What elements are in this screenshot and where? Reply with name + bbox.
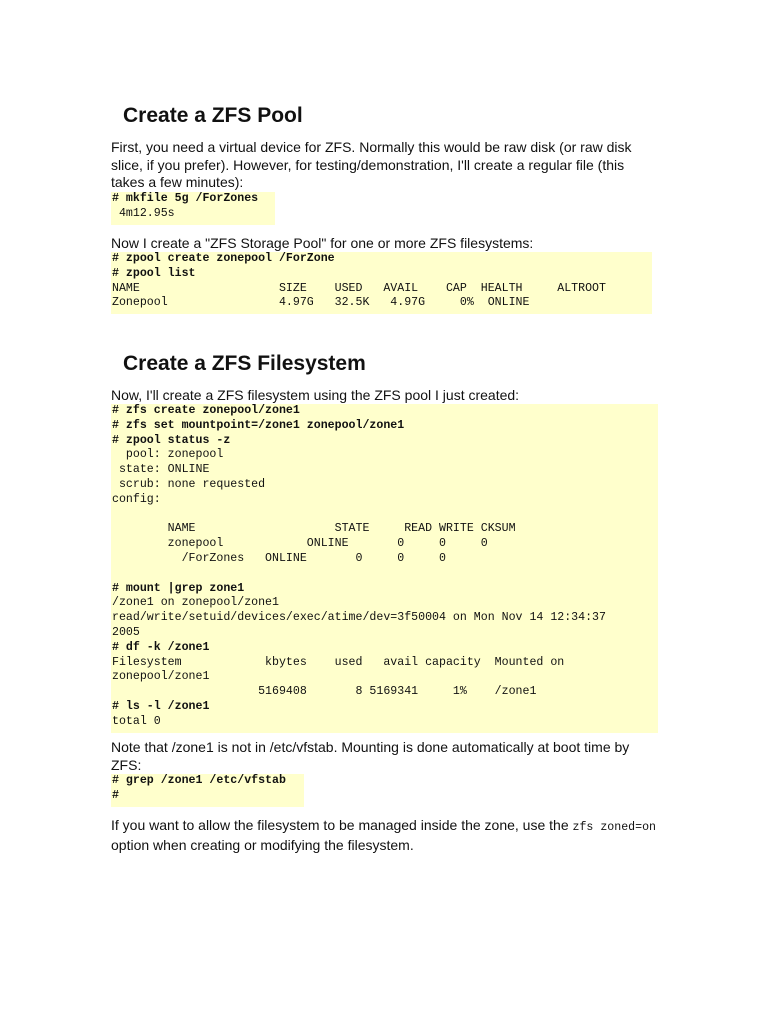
command-line: # zfs create zonepool/zone1	[112, 404, 300, 417]
output-line: total 0	[112, 714, 161, 728]
zoned-text-after: option when creating or modifying the filesystem.	[111, 836, 414, 853]
output-line	[112, 508, 658, 523]
command-line: # zfs set mountpoint=/zone1 zonepool/zone1	[112, 418, 405, 432]
output-line: /ForZones ONLINE 0 0 0	[112, 551, 446, 565]
zoned-option-paragraph	[111, 817, 656, 854]
command-line: # df -k /zone1	[112, 640, 210, 654]
zoned-inline-code: zfs zoned=on	[572, 821, 656, 834]
output-line: NAME SIZE USED AVAIL CAP HEALTH ALTROOT	[112, 281, 606, 295]
output-line: zonepool/zone1	[112, 670, 210, 684]
command-line: # mount |grep zone1	[112, 581, 245, 595]
output-line: Filesystem kbytes used avail capacity Mounted on	[112, 655, 565, 669]
output-line: read/write/setuid/devices/exec/atime/dev=3f50004 on Mon Nov 14 12:34:37	[112, 611, 606, 625]
filesystem-intro-paragraph: Now, I'll create a ZFS filesystem using the ZFS pool I just created:	[111, 387, 520, 403]
output-line: Zonepool 4.97G 32.5K 4.97G 0% ONLINE	[112, 296, 530, 310]
output-line: /zone1 on zonepool/zone1	[112, 596, 279, 610]
output-line: 4m12.95s	[112, 206, 175, 220]
output-line: 5169408 8 5169341 1% /zone1	[112, 685, 537, 699]
output-line: pool: zonepool	[112, 448, 224, 462]
section-title-create-filesystem: Create a ZFS Filesystem	[123, 352, 366, 375]
zfs-create-code-block	[111, 404, 658, 733]
vfstab-note-paragraph: Note that /zone1 is not in /etc/vfstab. Mounting is done automatically at boot time by ZFS:	[111, 739, 630, 773]
command-line: # zpool create zonepool /ForZone	[112, 252, 335, 265]
section-title-create-pool: Create a ZFS Pool	[123, 104, 303, 127]
command-line: # mkfile 5g /ForZones	[112, 192, 259, 205]
zpool-create-code-block	[111, 252, 652, 314]
output-line: NAME STATE READ WRITE CKSUM	[112, 522, 516, 536]
command-line: # zpool status -z	[112, 433, 231, 447]
pool-intro-paragraph: First, you need a virtual device for ZFS. Normally this would be raw disk (or raw disk slice, if you prefer). However, for testing/demonstration, I'll create a regular file (this takes a few minutes):	[111, 139, 632, 190]
command-line: # ls -l /zone1	[112, 699, 210, 713]
zoned-text-before: If you want to allow the filesystem to be managed inside the zone, use the	[111, 817, 573, 833]
output-line: 2005	[112, 625, 140, 639]
grep-vfstab-code-block	[111, 774, 304, 807]
output-line: scrub: none requested	[112, 477, 266, 491]
output-line: state: ONLINE	[112, 463, 210, 477]
command-line: # grep /zone1 /etc/vfstab	[112, 774, 286, 787]
output-line: zonepool ONLINE 0 0 0	[112, 537, 488, 551]
output-line: config:	[112, 492, 161, 506]
mkfile-code-block	[111, 192, 275, 225]
storage-pool-paragraph: Now I create a "ZFS Storage Pool" for one or more ZFS filesystems:	[111, 235, 534, 251]
output-line	[112, 567, 658, 582]
command-line: # zpool list	[112, 266, 196, 280]
command-line: #	[112, 788, 119, 802]
